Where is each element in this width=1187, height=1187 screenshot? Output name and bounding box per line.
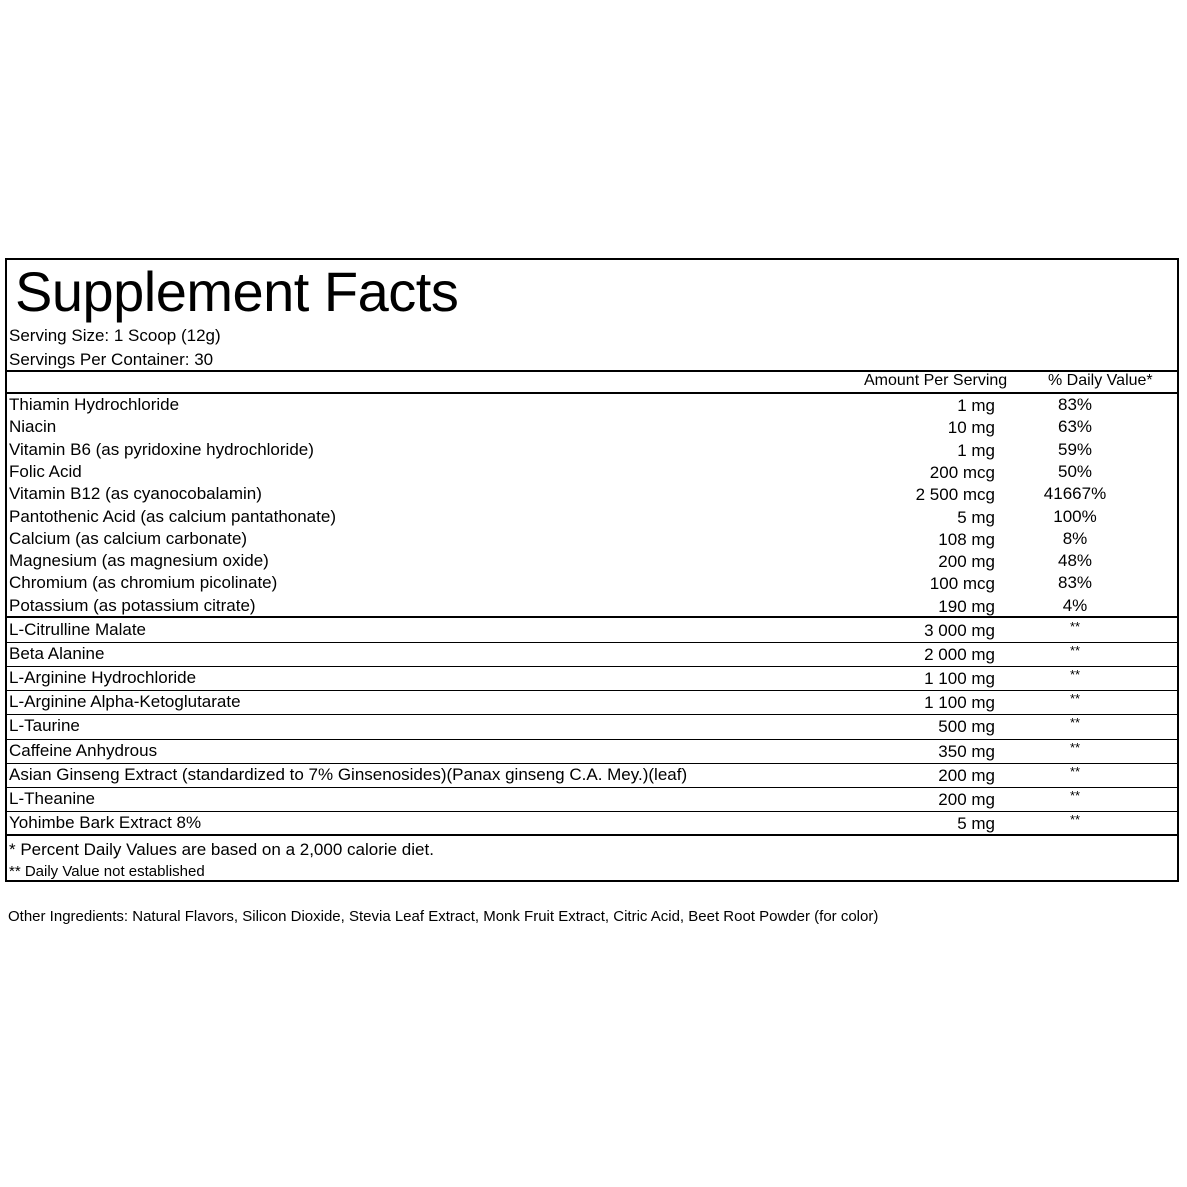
daily-value: ** xyxy=(1069,739,1081,755)
amount-per-serving: 10 mg xyxy=(947,418,995,438)
nutrient-row xyxy=(7,619,1177,641)
nutrient-row xyxy=(7,483,1177,505)
amount-per-serving: 200 mg xyxy=(938,552,995,572)
ingredient-name: L-Theanine xyxy=(9,788,96,808)
supplement-facts-panel xyxy=(5,258,1179,882)
amount-per-serving: 1 mg xyxy=(957,440,995,460)
amount-per-serving-header: Amount Per Serving xyxy=(864,372,1008,389)
amount-per-serving: 200 mcg xyxy=(929,462,995,482)
nutrient-row xyxy=(7,461,1177,483)
daily-value: 59% xyxy=(1057,439,1093,459)
nutrient-row xyxy=(7,740,1177,762)
amount-per-serving: 5 mg xyxy=(957,813,995,833)
amount-per-serving: 2 000 mg xyxy=(924,645,995,665)
ingredient-name: L-Arginine Hydrochloride xyxy=(9,668,197,688)
daily-value: 48% xyxy=(1057,551,1093,571)
nutrient-row xyxy=(7,764,1177,786)
amount-per-serving: 2 500 mcg xyxy=(915,485,995,505)
amount-per-serving: 1 100 mg xyxy=(924,669,995,689)
dv-not-established-footnote: ** Daily Value not established xyxy=(9,863,205,880)
ingredient-name: Vitamin B6 (as pyridoxine hydrochloride) xyxy=(9,439,314,459)
daily-value: ** xyxy=(1069,619,1081,634)
nutrient-row xyxy=(7,643,1177,665)
ingredient-name: Pantothenic Acid (as calcium pantathonate) xyxy=(9,506,336,526)
ingredient-name: Caffeine Anhydrous xyxy=(9,740,158,760)
nutrient-row xyxy=(7,528,1177,550)
daily-value: 41667% xyxy=(1043,484,1107,504)
daily-value: ** xyxy=(1069,811,1081,827)
ingredient-name: Chromium (as chromium picolinate) xyxy=(9,573,278,593)
ingredient-name: Vitamin B12 (as cyanocobalamin) xyxy=(9,484,262,504)
amount-per-serving: 190 mg xyxy=(938,596,995,616)
nutrient-row xyxy=(7,394,1177,416)
ingredient-name: Yohimbe Bark Extract 8% xyxy=(9,812,202,832)
nutrient-row xyxy=(7,595,1177,617)
daily-value: 100% xyxy=(1053,506,1097,526)
nutrient-row xyxy=(7,691,1177,713)
ingredient-name: Folic Acid xyxy=(9,461,82,481)
nutrient-row xyxy=(7,715,1177,737)
percent-dv-footnote: * Percent Daily Values are based on a 2,000 calorie diet. xyxy=(9,840,434,859)
amount-per-serving: 1 100 mg xyxy=(924,693,995,713)
daily-value: ** xyxy=(1069,787,1081,803)
daily-value: 83% xyxy=(1057,395,1093,414)
ingredient-name: Calcium (as calcium carbonate) xyxy=(9,528,248,548)
daily-value: ** xyxy=(1069,691,1081,707)
daily-value-header: % Daily Value* xyxy=(1048,372,1153,389)
daily-value: 50% xyxy=(1057,461,1093,481)
ingredient-name: L-Taurine xyxy=(9,716,80,736)
amount-per-serving: 200 mg xyxy=(938,765,995,785)
ingredient-name: Magnesium (as magnesium oxide) xyxy=(9,551,269,571)
daily-value: 83% xyxy=(1057,573,1093,593)
daily-value: 4% xyxy=(1062,595,1088,615)
ingredient-name: Asian Ginseng Extract (standardized to 7% Ginsenosides)(Panax ginseng C.A. Mey.)(leaf) xyxy=(9,764,688,784)
amount-per-serving: 500 mg xyxy=(938,717,995,737)
nutrient-row xyxy=(7,416,1177,438)
amount-per-serving: 200 mg xyxy=(938,789,995,809)
amount-per-serving: 100 mcg xyxy=(929,574,995,594)
ingredient-name: Beta Alanine xyxy=(9,644,105,664)
daily-value: ** xyxy=(1069,715,1081,731)
nutrient-row xyxy=(7,788,1177,810)
serving-size: Serving Size: 1 Scoop (12g) xyxy=(9,326,221,345)
nutrient-row xyxy=(7,667,1177,689)
nutrient-row xyxy=(7,506,1177,528)
other-ingredients: Other Ingredients: Natural Flavors, Silicon Dioxide, Stevia Leaf Extract, Monk Fruit Extract, Citric Acid, Beet Root Powder (for color) xyxy=(8,908,879,925)
amount-per-serving: 350 mg xyxy=(938,741,995,761)
footnote-rule xyxy=(7,834,1177,836)
daily-value: 8% xyxy=(1062,528,1088,548)
ingredient-name: Potassium (as potassium citrate) xyxy=(9,595,256,615)
amount-per-serving: 108 mg xyxy=(938,529,995,549)
daily-value: ** xyxy=(1069,763,1081,779)
nutrient-row xyxy=(7,550,1177,572)
nutrient-row xyxy=(7,572,1177,594)
ingredient-name: L-Citrulline Malate xyxy=(9,620,146,639)
daily-value: 63% xyxy=(1057,417,1093,437)
ingredient-name: L-Arginine Alpha-Ketoglutarate xyxy=(9,692,241,712)
nutrient-row xyxy=(7,812,1177,834)
ingredient-name: Niacin xyxy=(9,417,57,437)
section-divider xyxy=(7,616,1177,618)
amount-per-serving: 5 mg xyxy=(957,507,995,527)
nutrient-row xyxy=(7,439,1177,461)
daily-value: ** xyxy=(1069,643,1081,659)
daily-value: ** xyxy=(1069,667,1081,683)
ingredient-name: Thiamin Hydrochloride xyxy=(9,395,180,414)
servings-per-container: Servings Per Container: 30 xyxy=(9,350,214,369)
panel-title: Supplement Facts xyxy=(15,260,459,323)
amount-per-serving: 1 mg xyxy=(957,396,995,415)
amount-per-serving: 3 000 mg xyxy=(924,621,995,640)
